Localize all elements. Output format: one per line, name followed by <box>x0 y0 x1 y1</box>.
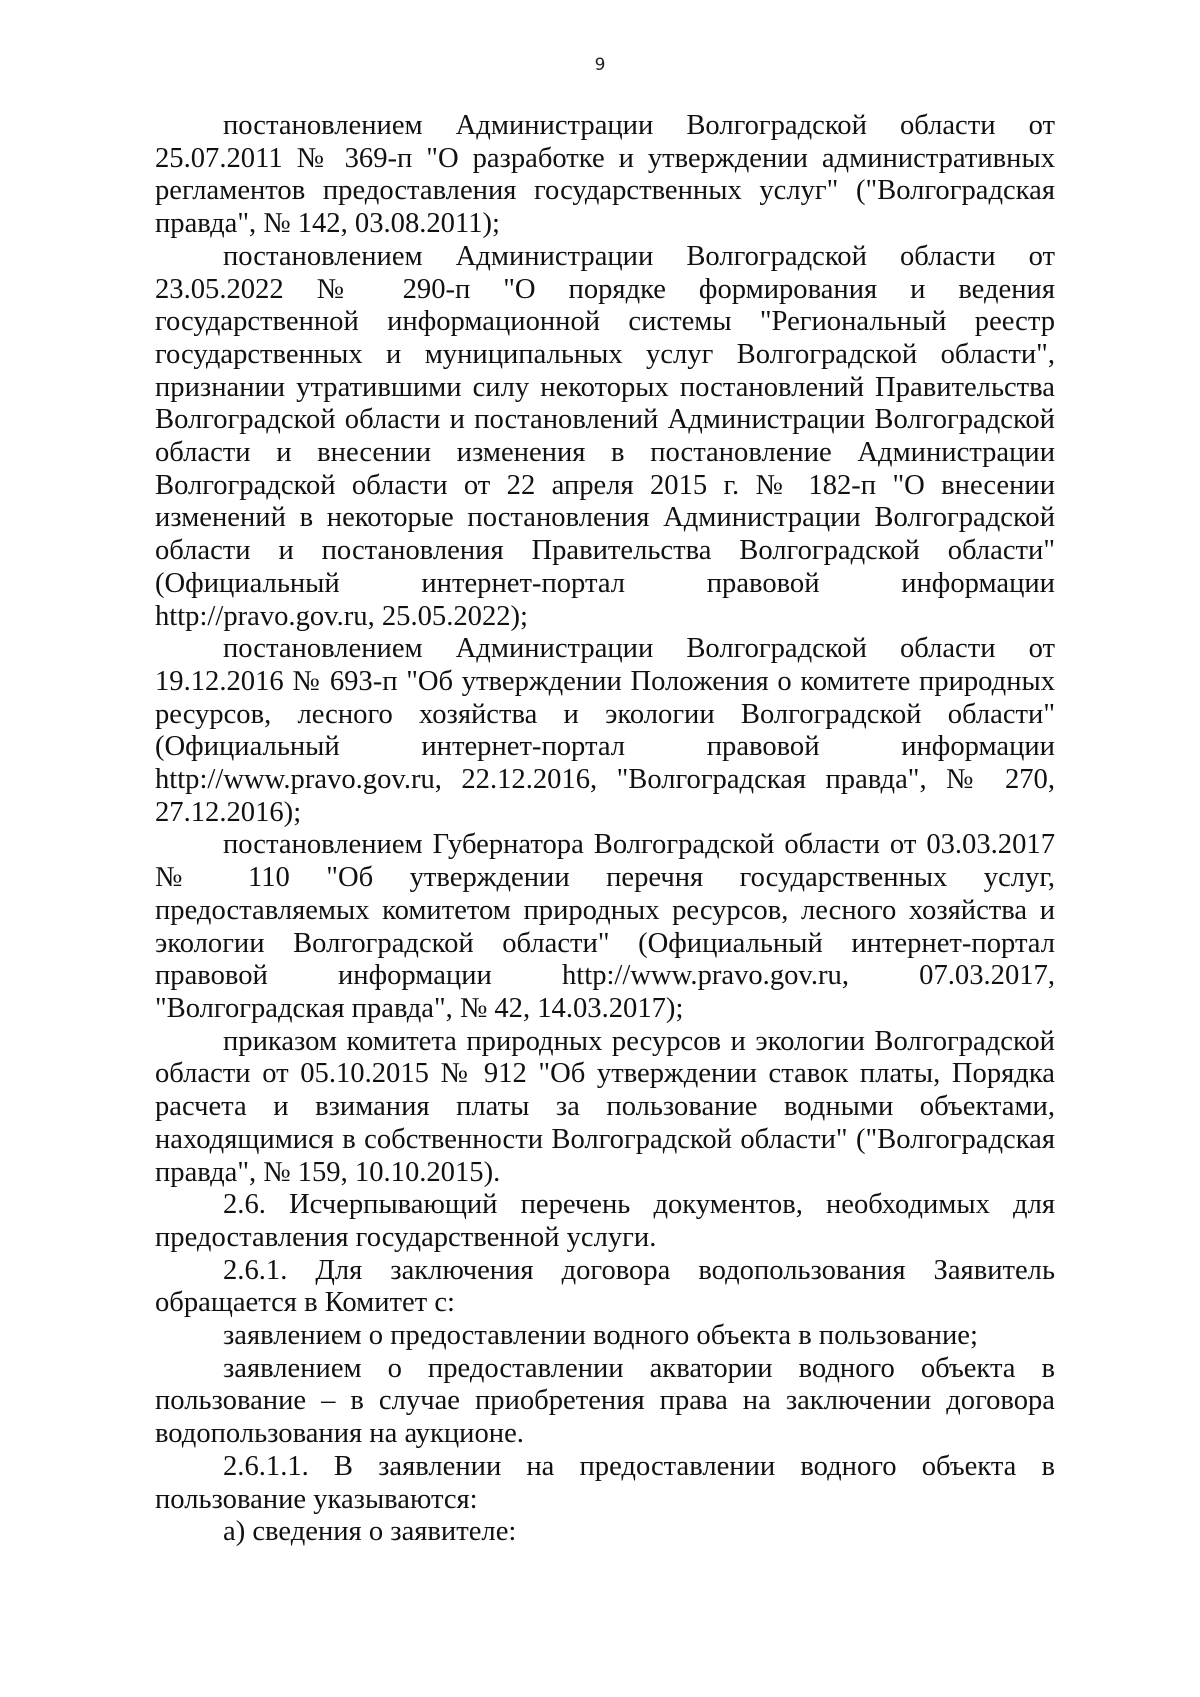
paragraph-resolution-290p: постановлением Администрации Волгоградской области от 23.05.2022 № 290-п "О порядке формирования и ведения государственной информационной системы "Региональный реестр государственных и муниципальных услуг Волгоградской области", признании утратившими силу некоторых постановлений Правительства Волгоградской области и постановлений Администрации Волгоградской области и внесении изменения в постановление Администрации Волгоградской области от 22 апреля 2015 г. № 182-п "О внесении изменений в некоторые постановления Администрации Волгоградской области и постановления Правительства Волгоградской области" (Официальный интернет-портал правовой информации http://pravo.gov.ru, 25.05.2022); <box>155 240 1055 632</box>
document-body <box>155 110 1055 1549</box>
page-number: 9 <box>594 55 606 75</box>
paragraph-order-912: приказом комитета природных ресурсов и экологии Волгоградской области от 05.10.2015 № 912 "Об утверждении ставок платы, Порядка расчета и взимания платы за пользование водными объектами, находящимися в собственности Волгоградской области" ("Волгоградская правда", № 159, 10.10.2015). <box>155 1025 1055 1188</box>
paragraph-item-a: а) сведения о заявителе: <box>223 1516 517 1548</box>
paragraph-section-2-6-1: 2.6.1. Для заключения договора водопользования Заявитель обращается в Комитет с: <box>155 1254 1055 1319</box>
paragraph-section-2-6-1-1: 2.6.1.1. В заявлении на предоставлении водного объекта в пользование указываются: <box>155 1450 1055 1515</box>
paragraph-resolution-369p: постановлением Администрации Волгоградской области от 25.07.2011 № 369-п "О разработке и утверждении административных регламентов предоставления государственных услуг" ("Волгоградская правда", № 142, 03.08.2011); <box>155 110 1055 240</box>
paragraph-governor-resolution-110: постановлением Губернатора Волгоградской области от 03.03.2017 № 110 "Об утверждении перечня государственных услуг, предоставляемых комитетом природных ресурсов, лесного хозяйства и экологии Волгоградской области" (Официальный интернет-портал правовой информации http://www.pravo.gov.ru, 07.03.2017, "Волгоградская правда", № 42, 14.03.2017); <box>155 829 1055 1024</box>
paragraph-application-water-object: заявлением о предоставлении водного объекта в пользование; <box>223 1320 978 1352</box>
paragraph-application-water-area: заявлением о предоставлении акватории водного объекта в пользование – в случае приобретения права на заключении договора водопользования на аукционе. <box>155 1352 1055 1450</box>
paragraph-section-2-6: 2.6. Исчерпывающий перечень документов, необходимых для предоставления государственной услуги. <box>155 1189 1055 1253</box>
paragraph-resolution-693p: постановлением Администрации Волгоградской области от 19.12.2016 № 693-п "Об утверждении Положения о комитете природных ресурсов, лесного хозяйства и экологии Волгоградской области" (Официальный интернет-портал правовой информации http://www.pravo.gov.ru, 22.12.2016, "Волгоградская правда", № 270, 27.12.2016); <box>155 633 1055 828</box>
